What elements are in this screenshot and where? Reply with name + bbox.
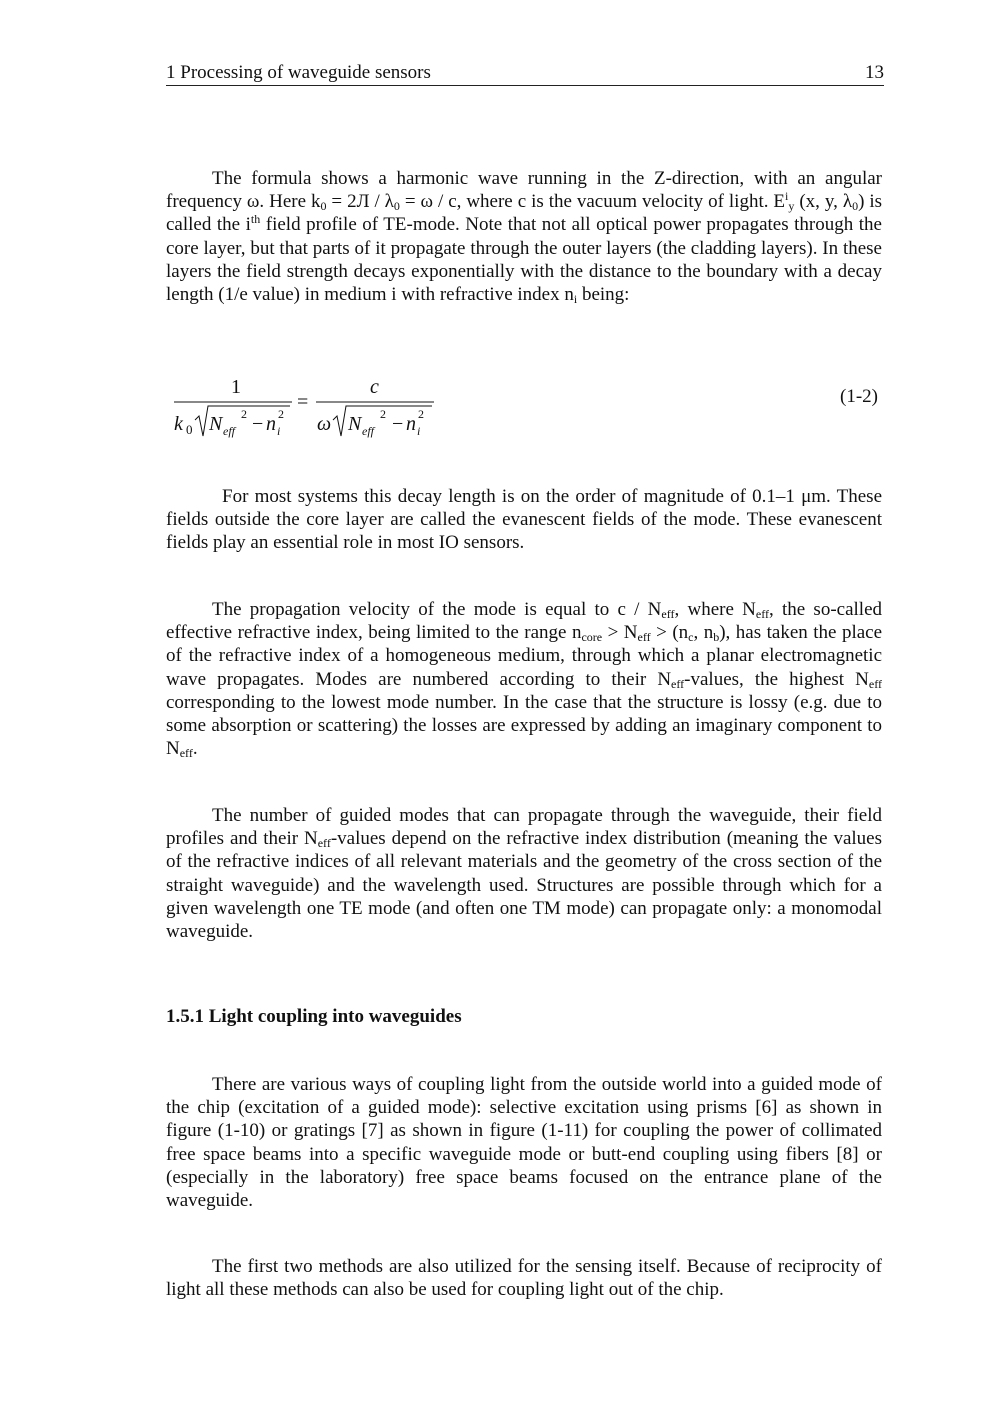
lhs-k-sub: 0 xyxy=(186,422,193,437)
chapter-title: 1 Processing of waveguide sensors xyxy=(166,62,431,83)
paragraph-propagation-velocity: The propagation velocity of the mode is equal to c / $N_{eff}$, where $N_{eff}$, the so-called effective refractive index, being limited to the range $n_{core} > N_{eff} > (n_c$, $n_b$), has taken the place of the refractive index of a homogeneous medium, through which a planar electromagnetic wave propagates. Modes are numbered according to their $N_{eff}$-values, the highest $N_{eff}$ corresponding to the lowest mode number. In the case that the structure is lossy (e.g. due to some absorption or scattering) the losses are expressed by adding an imaginary component to $N_{eff}$. xyxy=(166,599,883,761)
rhs-eff-exp: 2 xyxy=(380,407,386,421)
page-number: 13 xyxy=(865,62,884,83)
paragraph-light-coupling: There are various ways of coupling light from the outside world into a guided mode of the chip (excitation of a guided mode): selective excitation using prisms [6] as shown in figure (1-10) or gratings [7] as shown in figure (1-11) for coupling the power of collimated free space beams into a specific waveguide mode or butt-end coupling using fibers [8] or (especially in the laboratory) free space beams focused on the entrance plane of the waveguide. xyxy=(166,1074,882,1212)
lhs-i-sub: i xyxy=(277,424,281,438)
rhs-eff-sub: eff xyxy=(362,424,374,438)
equation-1-2 xyxy=(170,372,882,442)
rhs-n-eff: N xyxy=(348,413,362,435)
lhs-eff-sub: eff xyxy=(223,424,235,438)
lhs-numerator: 1 xyxy=(231,376,241,398)
rhs-n-i: n xyxy=(406,413,416,435)
equation-number: (1-2) xyxy=(840,386,878,407)
running-header xyxy=(166,58,884,86)
rhs-omega: ω xyxy=(317,413,332,435)
equals-sign: = xyxy=(297,391,309,413)
lhs-n-i: n xyxy=(266,413,276,435)
lhs-ni-exp: 2 xyxy=(278,407,284,421)
lhs-eff-exp: 2 xyxy=(241,407,247,421)
lhs-n-eff: N xyxy=(209,413,223,435)
rhs-minus: − xyxy=(392,413,404,435)
paragraph-reciprocity: The first two methods are also utilized for the sensing itself. Because of reciprocity of light all these methods can also be used for coupling light out of the chip. xyxy=(166,1256,882,1301)
decay-length-formula xyxy=(170,372,450,444)
lhs-minus: − xyxy=(252,413,264,435)
paragraph-guided-modes: The number of guided modes that can propagate through the waveguide, their field profiles and their $N_{eff}$-values depend on the refractive index distribution (meaning the values of the refractive indices of all relevant materials and the geometry of the cross section of the straight waveguide) and the wavelength used. Structures are possible through which for a given wavelength one TE mode (and often one TM mode) can propagate only: a monomodal waveguide. xyxy=(166,805,882,943)
lhs-k: k xyxy=(174,413,183,435)
section-heading: 1.5.1 Light coupling into waveguides xyxy=(166,1006,462,1027)
rhs-numerator: c xyxy=(370,376,379,398)
paragraph-harmonic-wave: The formula shows a harmonic wave running in the Z-direction, with an angular frequency ω. Here $k_0 = 2Л / \lambda_0 = \omega / c$, where c is the vacuum velocity of light. $E^i_y$ (x, y, $\lambda_0$) is called the $i^{th}$ field profile of TE-mode. Note that not all optical power propagates through the core layer, but that parts of it propagate through the outer layers (the cladding layers). In these layers the field strength decays exponentially with the distance to the boundary with a decay length (1/e value) in medium i with refractive index $n_i$ being: xyxy=(166,168,883,307)
rhs-i-sub: i xyxy=(417,424,421,438)
paragraph-evanescent-fields: For most systems this decay length is on the order of magnitude of 0.1–1 μm. These fields outside the core layer are called the evanescent fields of the mode. These evanescent fields play an essential role in most IO sensors. xyxy=(166,486,882,554)
rhs-ni-exp: 2 xyxy=(418,407,424,421)
